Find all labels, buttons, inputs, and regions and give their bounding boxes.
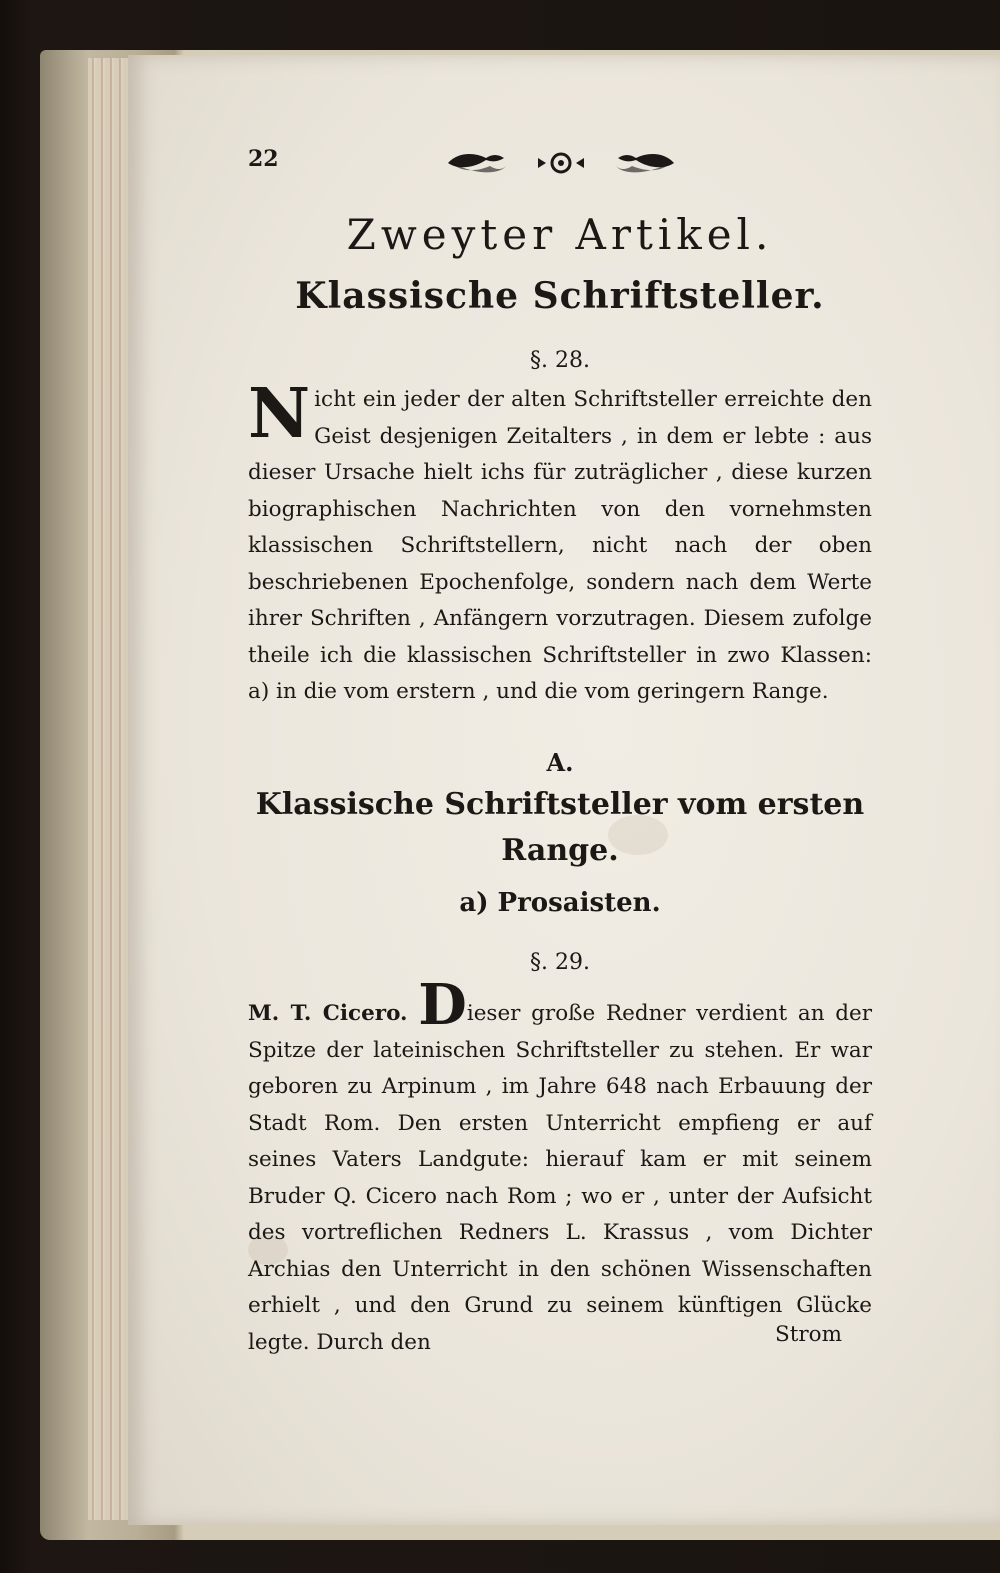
header-ornament-icon: [446, 148, 676, 178]
dropcap-n: N: [248, 374, 311, 454]
subsection-title: a) Prosaisten.: [459, 888, 661, 918]
author-name: M. T. Cicero.: [248, 1001, 408, 1026]
article-title: Zweyter Artikel.: [346, 210, 774, 259]
page-number: 22: [248, 146, 279, 172]
paragraph-text: icht ein jeder der alten Schriftsteller erreichte den Geist desjenigen Zeitalters , in dem er lebte : aus dieser Ursache hielt ichs für zuträglicher , diese kurzen biographischen Nachrichten von den vornehmsten klassischen Schriftstellern, nicht nach der oben beschriebenen Epochenfolge, sondern nach dem Werte ihrer Schriften , Anfängern vorzutragen. Diesem zufolge theile ich die klassischen Schriftsteller in zwo Klassen: a) in die vom erstern , und die vom geringern Range.: [248, 387, 872, 704]
subject-title: Klassische Schriftsteller.: [295, 275, 825, 317]
paragraph-section-28: [248, 374, 872, 711]
section-title: Klassische Schriftsteller vom ersten Range.: [255, 787, 865, 868]
section-letter: A.: [546, 748, 574, 777]
catchword: Strom: [775, 1322, 842, 1347]
page-header: [248, 146, 872, 178]
section-mark-28: §. 28.: [530, 348, 590, 373]
section-mark-29: §. 29.: [530, 950, 590, 975]
paragraph-text: ieser große Redner verdient an der Spitze der lateinischen Schriftsteller zu stehen. Er war geboren zu Arpinum , im Jahre 648 nach Erbauung der Stadt Rom. Den ersten Unterricht empfieng er auf seines Vaters Landgute: hierauf kam er mit seinem Bruder Q. Cicero nach Rom ; wo er , unter der Aufsicht des vortreflichen Redners L. Krassus , vom Dichter Archias den Unterricht in den schönen Wissenschaften erhielt , und den Grund zu seinem künftigen Glücke legte. Durch den: [248, 1001, 873, 1355]
paragraph-section-29: [248, 972, 873, 1361]
dropcap-d: D: [418, 972, 467, 1038]
